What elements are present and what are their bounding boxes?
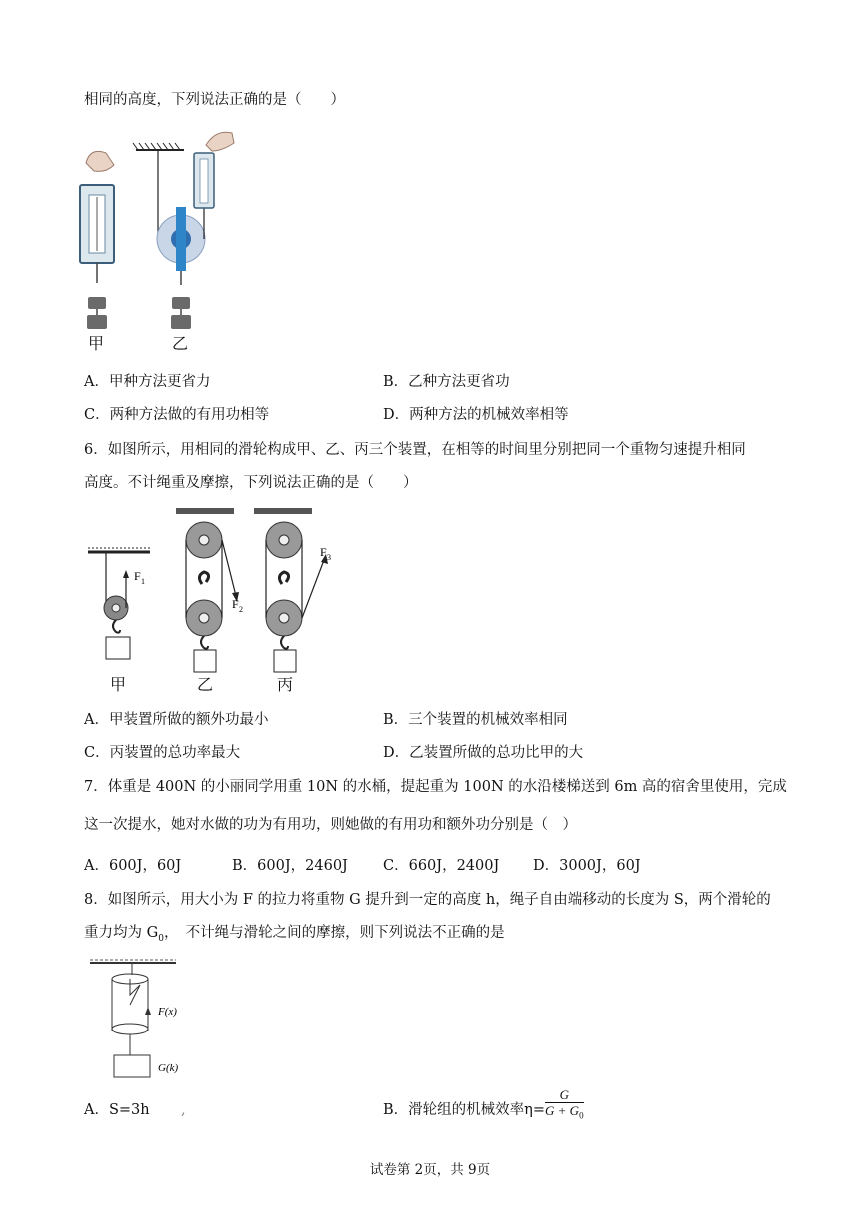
q8-option-b-text: B．滑轮组的机械效率η= [383,1102,545,1118]
fig-label-jia-6: 甲 [110,675,127,694]
q8-force-label: F(x) [158,1006,177,1018]
force-sub-2: 2 [239,605,243,614]
q6-option-c: C．丙装置的总功率最大 [84,745,241,761]
q5-option-c: C．两种方法做的有用功相等 [84,407,270,423]
pulley-setup-yi [133,132,234,329]
q7-option-d: D．3000J，60J [533,858,641,874]
q6-stem-line1: 6．如图所示，用相同的滑轮构成甲、乙、丙三个装置，在相等的时间里分别把同一个重物匀速提升相同 [84,442,746,458]
force-label-f2: F [232,597,239,611]
q8-option-a: A．S=3h [84,1102,150,1118]
fraction-numerator: G [545,1087,584,1103]
q5-option-d: D．两种方法的机械效率相等 [383,407,569,423]
q7-stem-line2: 这一次提水，她对水做的功为有用功，则她做的有用功和额外功分别是（ ） [84,817,577,833]
q8-efficiency-fraction [545,1087,584,1124]
q7-option-a: A．600J，60J [84,858,182,874]
q8-stem-line2-b: ， 不计绳与滑轮之间的摩擦，则下列说法不正确的是 [163,925,505,941]
q7-option-b: B．600J，2460J [232,858,348,874]
q5-stem-tail: 相同的高度，下列说法正确的是（ ） [84,92,345,108]
q6-option-b: B．三个装置的机械效率相同 [383,712,568,728]
fig-label-yi: 乙 [172,334,189,353]
fraction-denominator-sub: 0 [579,1110,584,1121]
q6-option-a: A．甲装置所做的额外功最小 [84,712,269,728]
q7-stem-line1: 7．体重是 400N 的小丽同学用重 10N 的水桶，提起重为 100N 的水沿楼梯送到 6m 高的宿舍里使用，完成 [84,779,787,795]
q6-option-d: D．乙装置所做的总功比甲的大 [383,745,584,761]
force-label-f1: F [134,569,141,583]
q8-stem-line2-a: 重力均为 G [84,925,159,941]
fraction-denominator [545,1103,584,1124]
q8-stem-line1: 8．如图所示，用大小为 F 的拉力将重物 G 提升到一定的高度 h，绳子自由端移动的长度为 S，两个滑轮的 [84,892,771,908]
stray-mark: , [181,1102,186,1118]
q5-option-b: B．乙种方法更省功 [383,374,510,390]
q6-figure [84,504,344,699]
force-label-f3: F [320,545,327,559]
q7-option-c: C．660J，2400J [383,858,500,874]
q5-option-a: A．甲种方法更省力 [84,374,211,390]
fraction-denominator-text: G + G [545,1103,580,1118]
force-sub-3: 3 [327,553,331,562]
q5-figure [76,125,256,355]
fig-label-bing-6: 丙 [277,675,294,694]
pulley-yi [176,508,239,672]
pulley-jia [88,548,150,659]
fig-label-yi-6: 乙 [197,675,214,694]
page-footer: 试卷第 2页，共 9页 [369,1162,491,1178]
pulley-bing [254,508,328,672]
q8-stem-line2-sub: 0 [158,933,164,944]
q8-figure [88,955,208,1085]
q6-stem-line2: 高度。不计绳重及摩擦，下列说法正确的是（ ） [84,475,418,491]
q8-stem-line2 [84,923,505,949]
q8-weight-label: G(k) [158,1062,179,1074]
spring-scale-jia [80,151,114,329]
force-sub-1: 1 [141,577,145,586]
fig-label-jia: 甲 [88,334,105,353]
